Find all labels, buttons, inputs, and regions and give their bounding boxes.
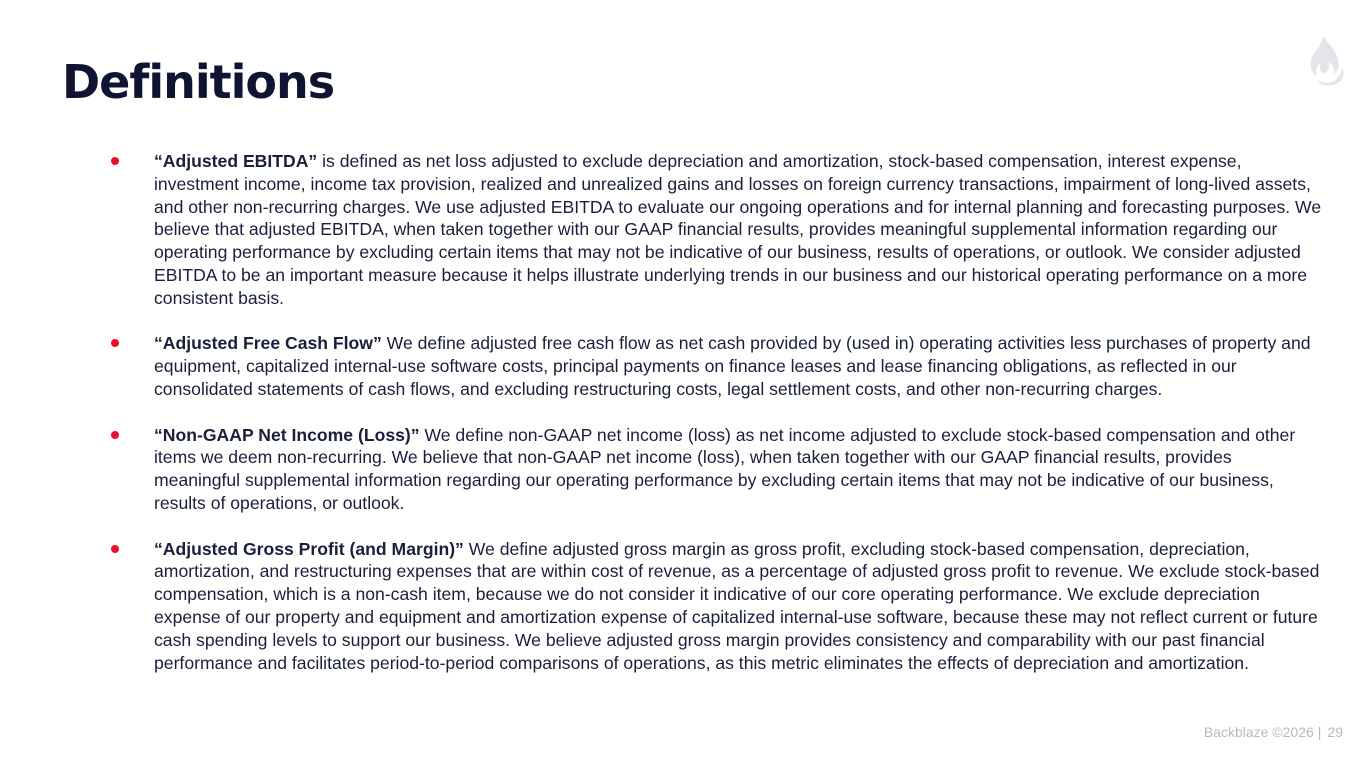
page-number: 29 (1327, 724, 1343, 740)
bullet-icon (111, 431, 119, 439)
footer (1204, 722, 1343, 742)
definition-term: “Adjusted EBITDA” (154, 151, 318, 171)
footer-separator: | (1317, 724, 1322, 740)
definition-text: We define adjusted free cash flow as net cash provided by (used in) operating activities less purchases of property and equipment, capitalized internal-use software costs, principal payments on finance leases and lease financing obligations, as reflected in our consolidated statements of cash flows, and excluding restructuring costs, legal settlement costs, and other non-recurring charges. (154, 333, 1311, 399)
flame-logo-icon (1306, 34, 1346, 86)
definitions-list (104, 150, 1322, 674)
page-title: Definitions (62, 55, 335, 109)
definition-adjusted-gross-profit (104, 538, 1322, 675)
bullet-icon (111, 157, 119, 165)
bullet-icon (111, 339, 119, 347)
definition-term: “Adjusted Gross Profit (and Margin)” (154, 538, 464, 559)
definition-term: “Non-GAAP Net Income (Loss)” (154, 424, 420, 445)
definition-text: We define adjusted gross margin as gross profit, excluding stock-based compensation, depreciation, amortization, and restructuring expenses that are within cost of revenue, as a percentage of adjusted gross profit to revenue. We exclude stock-based compensation, which is a non-cash item, because we do not consider it indicative of our core operating performance. We exclude depreciation expense of our property and equipment and amortization expense of capitalized internal-use software, because these may not reflect current or future cash spending levels to support our business. We believe adjusted gross margin provides consistency and comparability with our past financial performance and facilitates period-to-period comparisons of operations, as this metric eliminates the effects of depreciation and amortization. (154, 538, 1320, 673)
definition-text: We define non-GAAP net income (loss) as net income adjusted to exclude stock-based compensation and other items we deem non-recurring. We believe that non-GAAP net income (loss), when taken together with our GAAP financial results, provides meaningful supplemental information regarding our operating performance by excluding certain items that may not be indicative of our business, results of operations, or outlook. (154, 424, 1296, 513)
definition-adjusted-free-cash-flow (104, 332, 1322, 400)
definition-term: “Adjusted Free Cash Flow” (154, 333, 382, 354)
definition-adjusted-ebitda (104, 150, 1322, 310)
definition-text: is defined as net loss adjusted to exclude depreciation and amortization, stock-based compensation, interest expense, investment income, income tax provision, realized and unrealized gains and losses on foreign currency transactions, impairment of long-lived assets, and other non-recurring charges. We use adjusted EBITDA to evaluate our ongoing operations and for internal planning and forecasting purposes. We believe that adjusted EBITDA, when taken together with our GAAP financial results, provides meaningful supplemental information regarding our operating performance by excluding certain items that may not be indicative of our business, results of operations, or outlook. We consider adjusted EBITDA to be an important measure because it helps illustrate underlying trends in our business and our historical operating performance on a more consistent basis. (154, 151, 1322, 308)
bullet-icon (111, 545, 119, 553)
definition-non-gaap-net-income (104, 424, 1322, 515)
footer-copyright: Backblaze ©2026 (1203, 724, 1314, 740)
